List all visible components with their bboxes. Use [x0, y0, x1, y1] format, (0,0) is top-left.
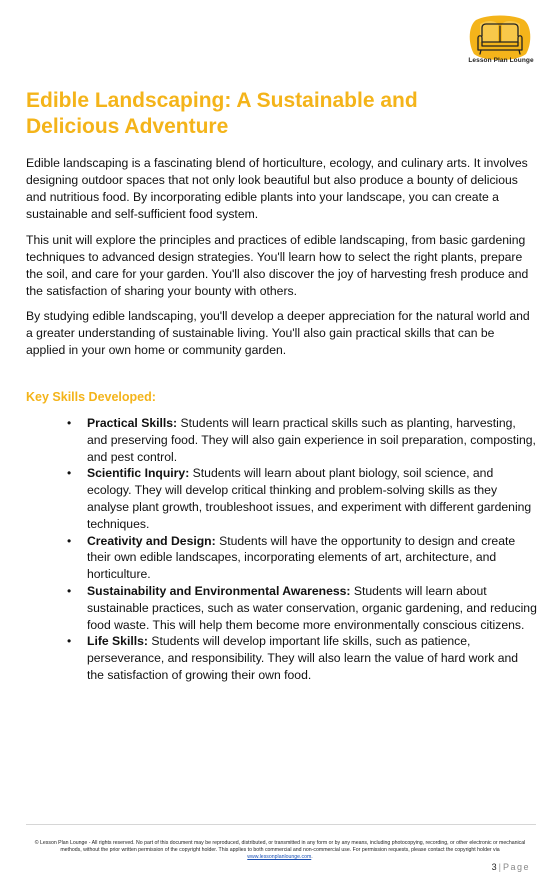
- skill-text: Students will learn about sustainable practices, such as water conservation, organic gardening, and reducing food waste. This will help them become more environmentally conscious citizens.: [87, 583, 537, 632]
- benefits-paragraph: By studying edible landscaping, you'll develop a deeper appreciation for the natural world and a greater understanding of sustainable living. You'll also gain practical skills that can be applied in your own home or community garden.: [26, 309, 530, 357]
- skill-label: Creativity and Design:: [87, 533, 216, 548]
- page-title: Edible Landscaping: A Sustainable and Delicious Adventure: [26, 89, 418, 138]
- bullet-icon: •: [67, 583, 72, 598]
- skills-heading: Key Skills Developed:: [26, 390, 156, 404]
- page-number: [492, 862, 530, 872]
- copyright-text: © Lesson Plan Lounge - All rights reserved. No part of this document may be reproduced, distributed, or transmitted in any form or by any means, including photocopying, recording, or other electronic or mechanical methods, without the prior written permission of the copyright holder. This applies to both commercial and non-commercial use. For permission requests, please contact the copyright holder via: [34, 840, 526, 853]
- skill-label: Scientific Inquiry:: [87, 466, 190, 481]
- skill-item-sustainability: [67, 583, 537, 633]
- skill-item-life: [67, 633, 537, 683]
- skill-text: Students will learn about plant biology, soil science, and ecology. They will develop critical thinking and problem-solving skills as they analyse plant growth, troubleshoot issues, and experiment with different gardening techniques.: [87, 466, 532, 531]
- skill-label: Sustainability and Environmental Awareness:: [87, 583, 351, 598]
- bullet-icon: •: [67, 416, 72, 430]
- logo-text: Lesson Plan Lounge: [468, 57, 534, 64]
- skill-label: Practical Skills:: [87, 416, 178, 430]
- skill-label: Life Skills:: [87, 634, 148, 649]
- skill-item-creativity: [67, 533, 537, 583]
- page-separator: |: [498, 862, 501, 872]
- skill-text: Students will learn practical skills such as planting, harvesting, and preserving food. They will also gain experience in soil preparation, composting, and pest control.: [87, 416, 536, 464]
- skill-text: Students will have the opportunity to design and create their own edible landscapes, incorporating elements of art, architecture, and horticulture.: [87, 533, 516, 582]
- footer-copyright: [30, 840, 530, 861]
- skill-item-practical: [67, 415, 537, 465]
- skill-text: Students will develop important life skills, such as patience, perseverance, and responsibility. They will also learn the value of hard work and the satisfaction of growing their own food.: [87, 634, 519, 682]
- footer-divider: [26, 824, 536, 825]
- copyright-period: .: [311, 854, 313, 860]
- bullet-icon: •: [67, 533, 72, 548]
- intro-paragraph: Edible landscaping is a fascinating blend of horticulture, ecology, and culinary arts. It involves designing outdoor spaces that not only look beautiful but also produce a bounty of delicious and nutritious food. By incorporating edible plants into your landscape, you can create a sustainable and self-sufficient food system.: [26, 156, 528, 221]
- website-link[interactable]: www.lessonplanlounge.com: [247, 854, 312, 860]
- page-word: Page: [502, 862, 530, 872]
- unit-overview-paragraph: This unit will explore the principles and practices of edible landscaping, from basic gardening techniques to advanced design strategies. You'll learn how to select the right plants, prepare the soil, and care for your garden. You'll also discover the joy of harvesting fresh produce and the satisfaction of sharing your bounty with others.: [26, 233, 529, 298]
- bullet-icon: •: [67, 634, 72, 649]
- skill-item-scientific: [67, 465, 537, 532]
- skills-list: [67, 415, 537, 684]
- bullet-icon: •: [67, 466, 72, 481]
- page-number-value: 3: [491, 862, 497, 872]
